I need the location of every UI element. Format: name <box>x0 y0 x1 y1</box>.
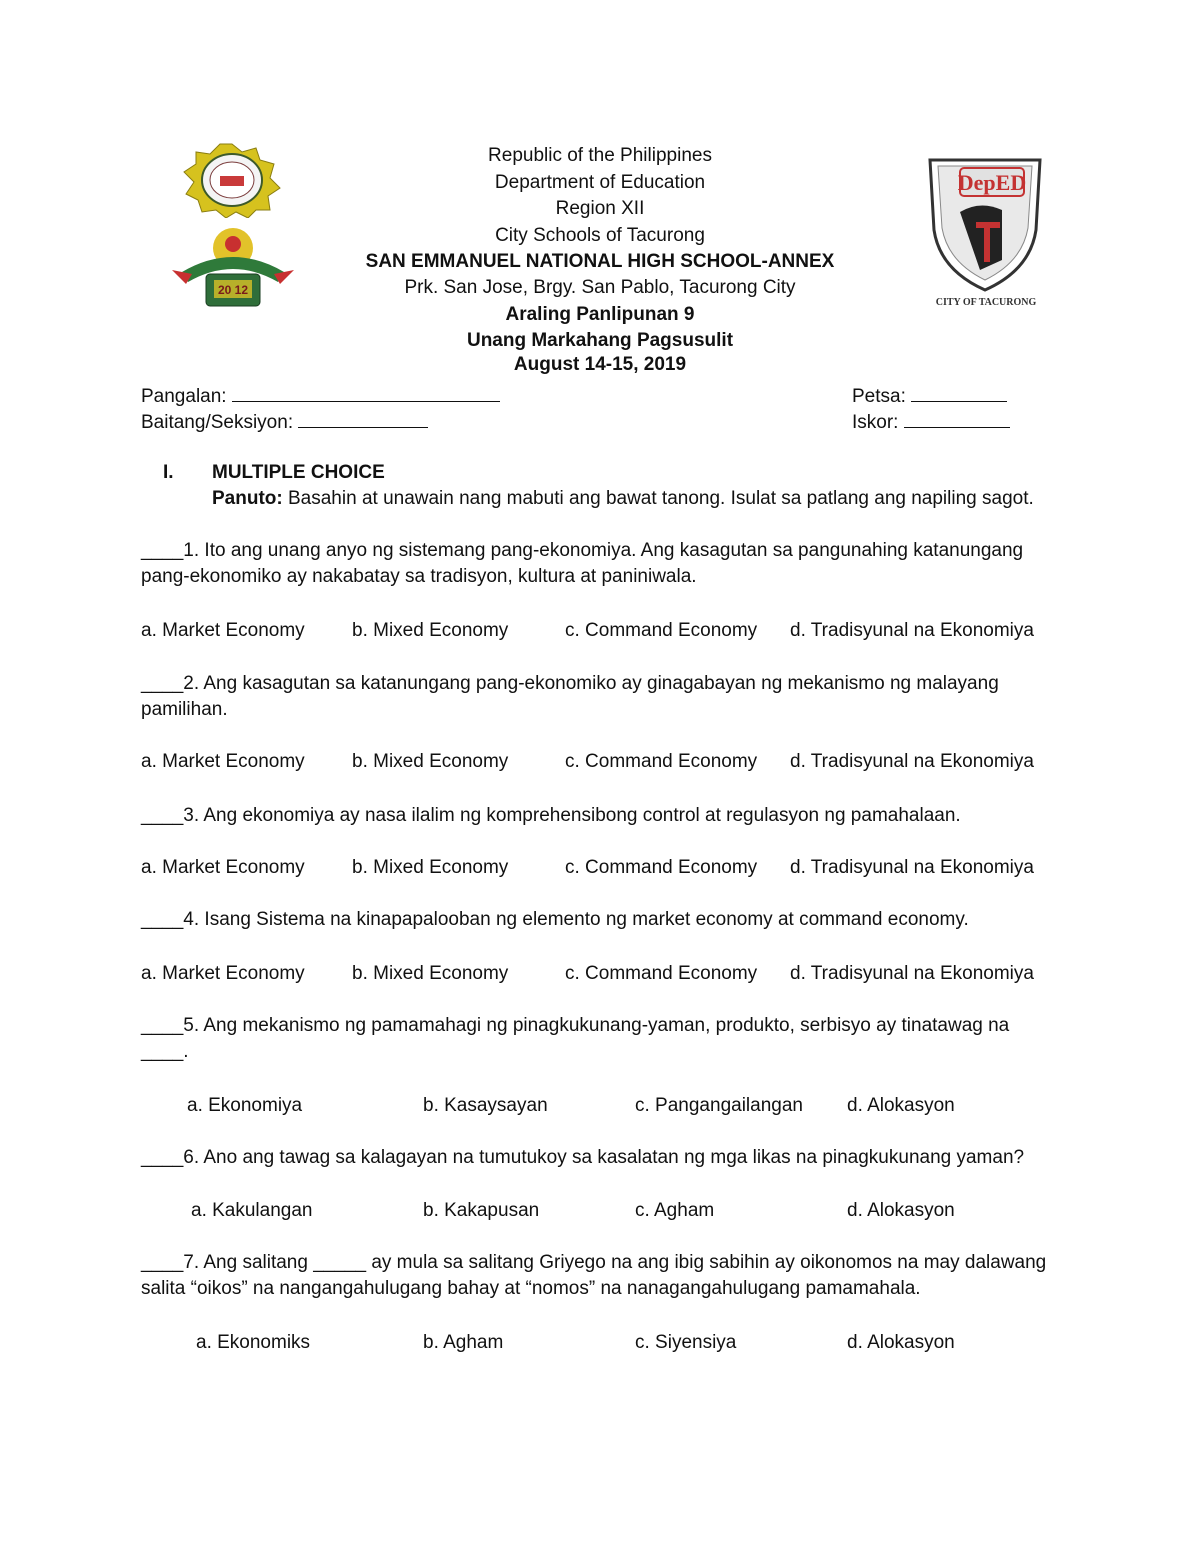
question-2-choice-d: d. Tradisyunal na Ekonomiya <box>790 751 1034 772</box>
score-label: Iskor: <box>852 412 899 433</box>
school-name: SAN EMMANUEL NATIONAL HIGH SCHOOL-ANNEX <box>365 251 835 272</box>
answer-blank[interactable]: ____ <box>141 540 184 561</box>
instructions <box>212 488 1034 510</box>
answer-blank[interactable]: ____ <box>141 1252 184 1273</box>
question-5-choice-d: d. Alokasyon <box>847 1095 955 1116</box>
question-text: Ang salitang _____ ay mula sa salitang Griyego na ang ibig sabihin ay oikonomos na may dalawang <box>199 1252 1047 1273</box>
section-title: MULTIPLE CHOICE <box>212 462 385 483</box>
question-3-choice-d: d. Tradisyunal na Ekonomiya <box>790 857 1034 878</box>
question-3-line-1 <box>141 805 961 827</box>
section-field <box>141 409 428 434</box>
question-number: 1. <box>183 540 200 561</box>
question-2-choice-b: b. Mixed Economy <box>352 751 509 772</box>
question-5-line-2: ____. <box>141 1041 189 1062</box>
question-1-line-2: pang-ekonomiko ay nakabatay sa tradisyon, kultura at paniniwala. <box>141 566 697 587</box>
exam-title: Unang Markahang Pagsusulit <box>466 330 734 351</box>
header-division: City Schools of Tacurong <box>495 225 705 246</box>
name-label: Pangalan: <box>141 386 227 407</box>
question-7-choice-b: b. Agham <box>423 1332 504 1353</box>
question-1-choice-d: d. Tradisyunal na Ekonomiya <box>790 620 1034 641</box>
question-2-choice-c: c. Command Economy <box>565 751 758 772</box>
question-text: Ang ekonomiya ay nasa ilalim ng komprehensibong control at regulasyon ng pamahalaan. <box>199 805 961 826</box>
question-7-line-2: salita “oikos” na nangangahulugang bahay at “nomos” na nanagangahulugang pamamahala. <box>141 1278 921 1299</box>
question-text: Isang Sistema na kinapapalooban ng elemento ng market economy at command economy. <box>199 909 969 930</box>
question-1-choice-a: a. Market Economy <box>141 620 305 641</box>
question-6-choice-b: b. Kakapusan <box>423 1200 540 1221</box>
question-6-choice-a: a. Kakulangan <box>191 1200 313 1221</box>
question-5-choice-a: a. Ekonomiya <box>187 1095 303 1116</box>
question-text: Ang kasagutan sa katanungang pang-ekonomiko ay ginagabayan ng mekanismo ng malayang <box>199 673 999 694</box>
question-5-choice-c: c. Pangangailangan <box>635 1095 803 1116</box>
header-republic: Republic of the Philippines <box>488 145 712 166</box>
exam-date: August 14-15, 2019 <box>513 354 687 375</box>
section-number: I. <box>163 462 174 483</box>
section-blank[interactable] <box>298 409 428 428</box>
question-1-line-1 <box>141 540 1023 562</box>
question-number: 7. <box>183 1252 200 1273</box>
name-field <box>141 383 500 408</box>
emblem-year-text: 20 12 <box>217 283 249 297</box>
question-7-choice-d: d. Alokasyon <box>847 1332 955 1353</box>
question-4-choice-c: c. Command Economy <box>565 963 758 984</box>
name-blank[interactable] <box>232 383 500 402</box>
question-3-choice-b: b. Mixed Economy <box>352 857 509 878</box>
question-5-line-1 <box>141 1015 1009 1037</box>
date-field <box>852 383 1007 408</box>
question-5-choice-b: b. Kasaysayan <box>423 1095 548 1116</box>
school-address: Prk. San Jose, Brgy. San Pablo, Tacurong City <box>404 277 796 298</box>
question-4-line-1 <box>141 909 969 931</box>
school-emblem-logo <box>162 222 304 312</box>
question-number: 4. <box>183 909 200 930</box>
question-1-choice-b: b. Mixed Economy <box>352 620 509 641</box>
question-7-choice-c: c. Siyensiya <box>635 1332 737 1353</box>
question-4-choice-b: b. Mixed Economy <box>352 963 509 984</box>
date-label: Petsa: <box>852 386 906 407</box>
question-6-choice-d: d. Alokasyon <box>847 1200 955 1221</box>
question-7-line-1 <box>141 1252 1046 1274</box>
question-1-choice-c: c. Command Economy <box>565 620 758 641</box>
deped-caption-text: CITY OF TACURONG <box>935 297 1037 308</box>
header-department: Department of Education <box>494 172 706 193</box>
question-number: 5. <box>183 1015 200 1036</box>
instructions-label: Panuto: <box>212 488 283 509</box>
question-2-line-2: pamilihan. <box>141 699 228 720</box>
date-blank[interactable] <box>911 383 1007 402</box>
question-2-line-1 <box>141 673 999 695</box>
question-6-line-1 <box>141 1147 1024 1169</box>
question-number: 3. <box>183 805 200 826</box>
school-seal-logo <box>180 142 284 218</box>
subject-title: Araling Panlipunan 9 <box>505 304 695 325</box>
question-6-choice-c: c. Agham <box>635 1200 715 1221</box>
deped-badge-text: DepED <box>957 170 1027 195</box>
question-text: Ito ang unang anyo ng sistemang pang-ekonomiya. Ang kasagutan sa pangunahing katanungang <box>199 540 1024 561</box>
question-2-choice-a: a. Market Economy <box>141 751 305 772</box>
question-3-choice-a: a. Market Economy <box>141 857 305 878</box>
score-field <box>852 409 1010 434</box>
instructions-text: Basahin at unawain nang mabuti ang bawat tanong. Isulat sa patlang ang napiling sagot. <box>282 488 1034 509</box>
answer-blank[interactable]: ____ <box>141 909 184 930</box>
answer-blank[interactable]: ____ <box>141 805 184 826</box>
question-3-choice-c: c. Command Economy <box>565 857 758 878</box>
question-7-choice-a: a. Ekonomiks <box>196 1332 311 1353</box>
question-text: Ano ang tawag sa kalagayan na tumutukoy sa kasalatan ng mga likas na pinagkukunang yaman? <box>199 1147 1025 1168</box>
score-blank[interactable] <box>904 409 1010 428</box>
question-4-choice-d: d. Tradisyunal na Ekonomiya <box>790 963 1034 984</box>
question-4-choice-a: a. Market Economy <box>141 963 305 984</box>
answer-blank[interactable]: ____ <box>141 673 184 694</box>
section-label: Baitang/Seksiyon: <box>141 412 294 433</box>
header-region: Region XII <box>555 198 645 219</box>
deped-division-logo <box>920 150 1050 310</box>
question-number: 6. <box>183 1147 200 1168</box>
question-text: Ang mekanismo ng pamamahagi ng pinagkukunang-yaman, produkto, serbisyo ay tinatawag na <box>199 1015 1010 1036</box>
answer-blank[interactable]: ____ <box>141 1015 184 1036</box>
question-number: 2. <box>183 673 200 694</box>
document-header <box>300 0 900 380</box>
answer-blank[interactable]: ____ <box>141 1147 184 1168</box>
